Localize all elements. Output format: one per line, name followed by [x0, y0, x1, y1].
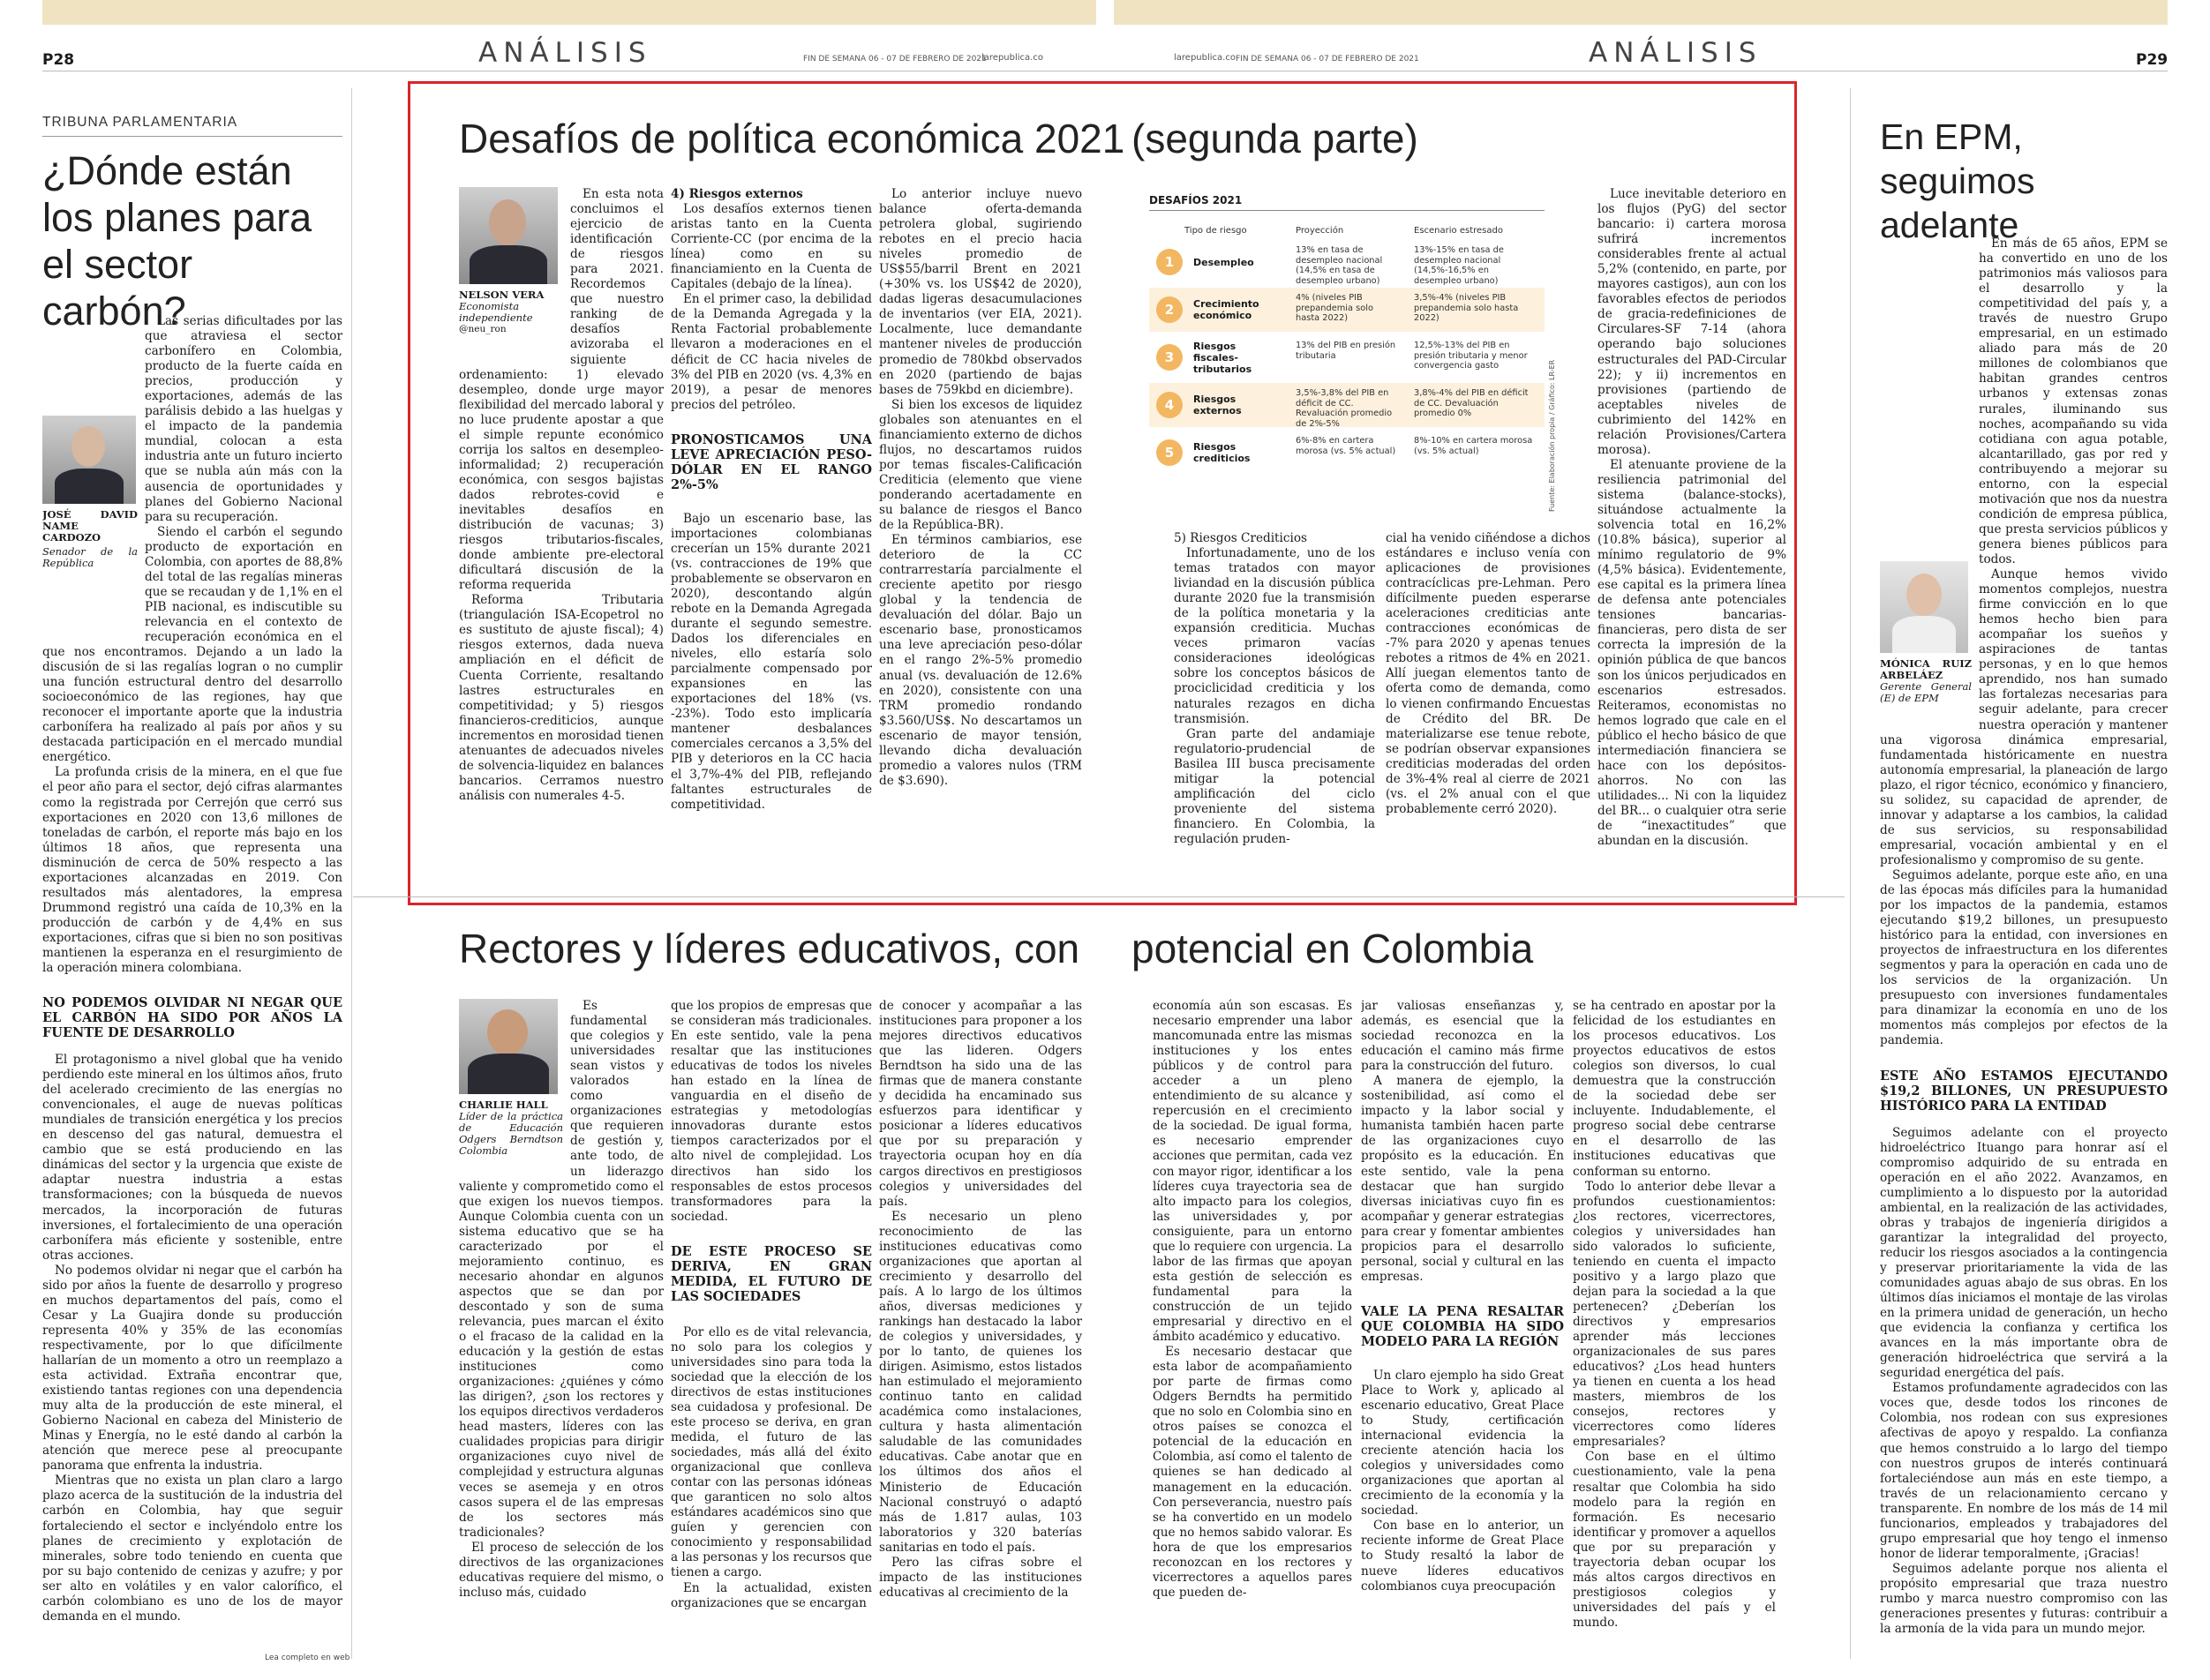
paragraph: En la actualidad, existen organizaciones que se encargan: [671, 1580, 872, 1610]
paragraph: Seguimos adelante con el proyecto hidroeléctrico Ituango para honrar así el compromiso adquirido de su entrada en operación en el año 2022. Avanzamos, en cumplimiento a lo dispuesto por la autoridad ambiental, en la realización de las actividades, obras y trabajos de ingeniería dirigidos a garantizar la integralidad del proyecto, reducir los riesgos asociados a la contingencia y preservar prioritariamente la vida de las comunidades aguas abajo de sus obras. En los últimos días iniciamos el montaje de las virolas en la primera unidad de generación, un hecho que evidencia la confianza y certifica los avances en la más importante obra de generación hidroeléctrica que servirá a la seguridad energética del país.: [1880, 1125, 2168, 1381]
paragraph: Con base en lo anterior, un reciente informe de Great Place to Study resaltó la labor de nueve líderes educativos colombianos cuya preocupación: [1361, 1519, 1564, 1594]
bottom-col-1: [459, 999, 664, 1654]
paragraph: Lo anterior incluye nuevo balance oferta-demanda petrolera global, sugiriendo rebotes en el precio hacia niveles promedio de US$55/barril Brent en 2021 (+30% vs. los US$42 de 2020), dadas ligeras desacumulaciones de inventarios (ver EIA, 2021). Localmente, luce demandante mantener niveles de producción promedio de 780kbd observados en 2020 (partiendo de bajas bases de 759kbd en diciembre).: [879, 187, 1082, 397]
row-stress: 13%-15% en tasa de desempleo nacional (14,5%-16,5% en desempleo urbano): [1414, 245, 1504, 286]
author-role: Economista independiente: [459, 300, 533, 324]
column-divider: [351, 88, 352, 1659]
paragraph: En más de 65 años, EPM se ha convertido en uno de los patrimonios más valiosos para el desarrollo y la competitividad del país y, a través de nuestro Grupo empresarial, en un estimado aliado para más de 20 millones de colombianos que habitan grandes centros urbanos y extensas zonas rurales, iluminando sus noches, acompañando su vida cotidiana con agua potable, alcantarillado, gas por red y contribuyendo a mejorar su entorno, con la especial motivación que nos da nuestra condición de empresa pública, que presta servicios públicos y genera bienes públicos para todos.: [1979, 236, 2168, 566]
paragraph: Infortunadamente, uno de los temas tratados con mayor liviandad en la discusión pública durante 2020 fue la transmisión de la política monetaria y la expansión crediticia. Muchas veces primaron vacías consideraciones ideológicas sobre los conceptos básicos de prociclicidad crediticia y los naturales rezagos en dicha transmisión.: [1174, 546, 1375, 726]
paragraph: Todo lo anterior debe llevar a profundos cuestionamientos: ¿los rectores, vicerrectores, colegios y universidades han sido valorados lo suficiente, teniendo en cuenta el impacto positivo y a largo plazo que dejan para la sociedad a la que pertenecen? ¿Deberían los directivos y empresarios aprender más lecciones organizacionales de sus pares educativos? ¿Los head hunters ya tienen en cuenta a los head masters, miembros de los consejos, rectores y vicerrectores como líderes empresariales?: [1573, 1179, 1776, 1450]
row-number: 3: [1156, 344, 1183, 371]
left-article: [42, 115, 342, 334]
paragraph: Bajo un escenario base, las importaciones colombianas crecerían un 15% durante 2021 (vs. contracciones de 19% que probablemente se observaron en 2020), descontando algún rebote en la Demanda Agregada durante el segundo semestre. Dados los diferenciales en niveles, ello estaría solo parcialmente compensado por expansiones en las exportaciones del 18% (vs. -23%). Todo esto implicaría mantener desbalances comerciales cercanos a 3,5% del PIB y deterioros en la CC hacia el 3,7%-4% del PIB, reflejando faltantes estructurales de competitividad.: [671, 511, 872, 812]
paragraph: Es fundamental que colegios y universidades sean vistos y valorados como organizaciones que requieren de gestión y, ante todo, de un liderazgo valiente y comprometido como el que exigen los nuevos tiempos. Aunque Colombia cuenta con un sistema educativo que se ha caracterizado por el mejoramiento continuo, es necesario ahondar en algunos aspectos que se dan por descontado y son de suma relevancia, pues marcan el éxito o el fracaso de la calidad en la educación y la gestión de estas instituciones como organizaciones: ¿quiénes y cómo las dirigen?, ¿son los rectores y los equipos directivos verdaderos head masters, líderes con las cualidades propicias para dirigir organizaciones cuyo nivel de complejidad y estructura algunas veces se asemeja y en otros casos supera el de las empresas de los sectores más tradicionales?: [459, 999, 664, 1540]
author-role: Gerente General (E) de EPM: [1880, 680, 1972, 704]
author-photo: [1880, 561, 1968, 653]
author-photo: [459, 999, 558, 1094]
row-name: Riesgos fiscales-tributarios: [1193, 340, 1252, 375]
paragraph: Es necesario un pleno reconocimiento de las instituciones educativas como organizaciones que aportan al crecimiento y desarrollo del país. A lo largo de los últimos años, diversas mediciones y rankings han destacado la labor de colegios y universidades, y por lo tanto, de quienes los dirigen. Asimismo, estos listados han estimulado el mejoramiento continuo tanto en calidad académica como instalaciones, cultura y hasta alimentación saludable de las comunidades educativas. Cabe anotar que en los últimos dos años el Ministerio de Educación Nacional construyó o adaptó más de 1.817 aulas, 103 laboratorios y 320 baterías sanitarias en todo el país.: [879, 1209, 1082, 1555]
row-projection: 13% del PIB en presión tributaria: [1296, 341, 1396, 361]
subheading: NO PODEMOS OLVIDAR NI NEGAR QUE EL CARBÓN HA SIDO POR AÑOS LA FUENTE DE DESARROLLO: [42, 995, 342, 1041]
table-title: DESAFÍOS 2021: [1149, 194, 1243, 206]
main-col-1: [459, 187, 664, 858]
paragraph: Siendo el carbón el segundo producto de exportación en Colombia, con aportes de 88,8% del total de las regalías mineras que se recaudan y de 1,1% en el PIB nacional, es indiscutible su relevancia en el contexto de recuperación económica en el que nos encontramos. Dejando a un lado la discusión de si las regalías logran o no cumplir una función estructural dentro del desarrollo socioeconómico de las regiones, hay que reconocer el importante aporte que la industria carbonífera ha realizado al país por años y su destacada participación en el mercado mundial energético.: [42, 524, 342, 765]
table-header: Proyección: [1296, 226, 1344, 236]
top-band: [42, 0, 2168, 25]
row-number: 2: [1156, 296, 1183, 323]
article-title-continued: potencial en Colombia: [1131, 926, 1534, 971]
author-name: CHARLIE HALL: [459, 1099, 548, 1111]
row-name: Crecimiento económico: [1193, 298, 1259, 321]
author-box: [42, 416, 138, 634]
paragraph: Un claro ejemplo ha sido Great Place to Work y, aplicado al escenario educativo, Great Place to Study, certificación internacional evidencia la creciente atención hacia los colegios y universidades como organizaciones que aportan al crecimiento de la economía y la sociedad.: [1361, 1368, 1564, 1519]
main-col-6: [1597, 187, 1786, 884]
table-source: [1548, 198, 1560, 515]
bottom-col-6: [1573, 999, 1776, 1654]
paragraph: Seguimos adelante, porque este año, en una de las épocas más difíciles para la humanidad por los impactos de la pandemia, estamos ejecutando $19,2 billones, un presupuesto histórico para la entidad, con inversiones en proyectos de infraestructura en los diferentes segmentos y para la operación en cada uno de los servicios de la organización. Un presupuesto con inversiones fundamentales para dinamizar la economía en uno de los momentos más complejos por efectos de la pandemia.: [1880, 867, 2168, 1048]
paragraph: En esta nota concluimos el ejercicio de identificación de riesgos para 2021. Recordemos que nuestro ranking de desafíos avizoraba el siguiente ordenamiento: 1) elevado desempleo, donde urge mayor flexibilidad del mercado laboral y no luce prudente apostar a que el simple repunte económico corrija los saltos en desempleo-informalidad; 2) recuperación económica, con sesgos bajistas dados rebrotes-covid e inevitables desafíos en distribución de vacunas; 3) riesgos tributarios-fiscales, donde ambiente pre-electoral dificultará discusión de la reforma requerida: [459, 187, 664, 593]
section-heading: 4) Riesgos externos: [671, 187, 803, 201]
row-number: 4: [1156, 392, 1183, 418]
main-col-4: [1174, 531, 1375, 881]
row-projection: 3,5%-3,8% del PIB en déficit de CC. Revaluación promedio de 2%-5%: [1296, 388, 1393, 429]
paragraph: Por ello es de vital relevancia, no solo para los colegios y universidades sino para toda la sociedad que la elección de los directivos de estas instituciones sea cuidadosa y profesional. De este proceso se deriva, en gran medida, el futuro de las sociedades, más allá del éxito organizacional que conlleva contar con las personas idóneas que garanticen no solo altos estándares académicos sino que guíen y gerencien con conocimiento y responsabilidad a las personas y los recursos que tienen a cargo.: [671, 1324, 872, 1580]
table-header: Escenario estresado: [1414, 226, 1503, 236]
row-name: Desempleo: [1193, 256, 1254, 268]
row-stress: 3,5%-4% (niveles PIB prepandemia solo hasta 2022): [1414, 293, 1519, 323]
paragraph: Pero las cifras sobre el impacto de las instituciones educativas al crecimiento de la: [879, 1555, 1082, 1600]
row-name: Riesgos externos: [1193, 394, 1242, 416]
right-article-body: [1880, 236, 2168, 1657]
paragraph: Estamos profundamente agradecidos con las voces que, desde todos los rincones de Colombia, nos rodean con sus expresiones afectivas de apoyo y respaldo. La confianza que hemos construido a lo largo del tiempo con nuestros grupos de interés continuará fortaleciéndose aun más en este tiempo, a través de un relacionamiento cercano y transparente. En nombre de los más de 14 mil funcionarios, empleados y trabajadores del grupo empresarial que hoy tengo el inmenso honor de liderar temporalmente, ¡Gracias!: [1880, 1381, 2168, 1561]
table-source-text: Fuente: Elaboración propia / Gráfico: LR-ER: [1548, 359, 1556, 512]
paragraph: En términos cambiarios, ese deterioro de la CC contrarrestaría parcialmente el creciente apetito por riesgo global y la tendencia de devaluación del dólar. Bajo un escenario base, pronosticamos una leve apreciación peso-dólar en el rango 2%-5% promedio anual (vs. devaluación de 12.6% en 2020), consistente con una TRM promedio rondando $3.560/US$. No descartamos un escenario de mayor tensión, llevando dicha devaluación promedio a valores nulos (TRM de $3.690).: [879, 533, 1082, 788]
paragraph: Mientras que no exista un plan claro a largo plazo acerca de la sustitución de la industria del carbón en Colombia, hay que seguir fortaleciendo el sector e inclyéndolo entre los planes de crecimiento y explotación de minerales, sobre todo teniendo en cuenta que por su bajo contenido de cenizas y azufre; y por ser alto en volátiles y en valor calorífico, el carbón colombiano es uno de los de mayor demanda en el mundo.: [42, 1474, 342, 1624]
row-name: Riesgos crediticios: [1193, 441, 1251, 464]
main-col-5: [1386, 531, 1590, 881]
author-box: [459, 999, 563, 1172]
subheading: ESTE AÑO ESTAMOS EJECUTANDO $19,2 BILLONES, UN PRESUPUESTO HISTÓRICO PARA LA ENTIDAD: [1880, 1068, 2168, 1114]
author-name: NELSON VERA: [459, 289, 545, 301]
paragraph: A manera de ejemplo, la sostenibilidad, así como el impacto y la labor social y humanista también hacen parte de las organizaciones cuyo propósito es la educación. En este sentido, vale la pena destacar que han surgido diversas iniciativas cuyo fin es acompañar y generar estrategias para crear y fomentar ambientes propicios para el desarrollo personal, social y cultural en las empresas.: [1361, 1074, 1564, 1284]
table-row: [1149, 240, 1545, 284]
date-right: FIN DE SEMANA 06 - 07 DE FEBRERO DE 2021: [1236, 55, 1419, 64]
bottom-col-3: [879, 999, 1082, 1654]
author-role: Senador de la República: [42, 545, 138, 569]
site-left[interactable]: larepublica.co: [981, 53, 1043, 63]
paragraph: jar valiosas enseñanzas y, además, es esencial que la sociedad reconozca en la educación el camino más firme para la construcción del futuro.: [1361, 999, 1564, 1074]
read-more-link[interactable]: Lea completo en web: [265, 1654, 350, 1662]
paragraph: de conocer y acompañar a las instituciones para proponer a los mejores directivos educativos que las lideren. Odgers Berndtson ha sido una de las firmas que de manera constante y decidida ha encaminado sus esfuerzos para identificar y posicionar a líderes educativos que por su preparación y trayectoria ocupan hoy en día cargos directivos en prestigiosos colegios y universidades del país.: [879, 999, 1082, 1209]
paragraph: En el primer caso, la debilidad de la Demanda Agregada y la Renta Factorial probablemente llevaron a moderaciones en el déficit de CC hacia niveles de 3% del PIB en 2020 (vs. 4,3% en 2019), a pesar de menores precios del petróleo.: [671, 292, 872, 412]
paragraph: La profunda crisis de la minera, en el que fue el peor año para el sector, dejó cifras alarmantes como la registrada por Cerrejón que cerró sus exportaciones en 2020 con 13,6 millones de toneladas de carbón, el reporte más bajo en los últimos 18 años, que representa una disminución de cerca de 50% respecto a las exportaciones alcanzadas en 2019. Con resultados más alentadores, la empresa Drummond registró una caída de 10,3% en la producción de carbón y de 4,4% en sus exportaciones, cifras que si bien no son positivas mantienen la esperanza en el resurgimiento de la operación minera colombiana.: [42, 765, 342, 976]
article-title: Desafíos de política económica 2021: [459, 116, 1125, 161]
table-header: Tipo de riesgo: [1184, 226, 1247, 236]
author-handle[interactable]: @neu_ron: [459, 324, 507, 334]
row-projection: 6%-8% en cartera morosa (vs. 5% actual): [1296, 436, 1396, 456]
article-title: Rectores y líderes educativos, con: [459, 926, 1080, 971]
paragraph: Gran parte del andamiaje regulatorio-prudencial de Basilea III busca precisamente mitigar la potencial amplificación del ciclo proveniente del sistema financiero. En Colombia, la regulación pruden-: [1174, 726, 1375, 846]
page-number-left: P28: [42, 51, 75, 69]
author-name: MÓNICA RUIZ ARBELÁEZ: [1880, 657, 1972, 681]
table-row: [1149, 383, 1545, 427]
article-title: ¿Dónde están los planes para el sector carbón?: [42, 148, 312, 334]
column-divider: [1850, 88, 1851, 1659]
paragraph: se ha centrado en apostar por la felicidad de los estudiantes en los procesos educativos. Los proyectos educativos de estos colegios son diversos, lo cual demuestra que la construcción de la sociedad debe ser incluyente. Indudablemente, el progreso social debe centrarse en el desarrollo de las instituciones educativas que conforman su entorno.: [1573, 999, 1776, 1179]
section-heading: 5) Riesgos Crediticios: [1174, 531, 1307, 545]
paragraph: cial ha venido ciñéndose a dichos estándares e incluso venía con aplicaciones de provisiones contracíclicas pre-Lehman. Pero difícilmente pueden esperarse aceleraciones crediticias ante contracciones económicas de -7% para 2020 y apenas tenues rebotes a ritmos de 4% en 2021. Allí juegan elementos tanto de oferta como de demanda, como lo vienen confirmando Encuestas de Crédito del BR. De materializarse ese tenue rebote, se podrían observar expansiones crediticias moderadas del orden de 3%-4% real al cierre de 2021 (vs. el 2% anual con el que probablemente cerró 2020).: [1386, 531, 1590, 816]
paragraph: Aunque hemos vivido momentos complejos, nuestra firme convicción en lo que hemos hecho bien para acompañar los sueños y aspiraciones de tantas personas, y en lo que hemos aprendido, nos han sumado las fortalezas necesarias para seguir adelante, para crecer nuestra operación y mantener una vigorosa dinámica empresarial, fundamentada históricamente en nuestra autonomía empresarial, la planeación de largo plazo, el rigor técnico, económico y financiero, su solidez, su capacidad de aprender, de innovar y adaptarse a los cambios, la calidad de sus servicios, su responsabilidad empresarial, vocación ambiental y en el profesionalismo y compromiso de su gente.: [1880, 567, 2168, 867]
site-right[interactable]: larepublica.co: [1174, 53, 1236, 63]
author-box: [1880, 561, 1972, 725]
main-col-2: [671, 187, 872, 875]
section-label-right: ANÁLISIS: [1589, 37, 1763, 69]
paragraph: El proceso de selección de los directivos de las organizaciones educativas requiere del mismo, o incluso más, cuidado: [459, 1540, 664, 1600]
paragraph: El protagonismo a nivel global que ha venido perdiendo este mineral en los últimos años, fruto del acelerado crecimiento de las energías no convencionales, el auge de nuevas políticas mundiales de transición energética y los precios en descenso del gas natural, demuestra el cambio que se está produciendo en las dinámicas del sector y la urgencia que existe de adaptar nuestra industria a estas transformaciones; con la búsqueda de nuevos mercados, la incorporación de futuras inversiones, el fortalecimiento de una operación carbonífera más eficiente y sostenible, entre otras acciones.: [42, 1053, 342, 1263]
table-row: [1149, 431, 1545, 475]
bottom-col-4: [1153, 999, 1352, 1654]
article-kicker: TRIBUNA PARLAMENTARIA: [42, 115, 238, 130]
row-number: 1: [1156, 249, 1183, 275]
main-col-3: [879, 187, 1082, 875]
table-row: [1149, 288, 1545, 332]
row-stress: 8%-10% en cartera morosa (vs. 5% actual): [1414, 436, 1533, 456]
risk-table: [1149, 194, 1545, 512]
article-title: En EPM, seguimos adelante: [1880, 116, 2035, 245]
author-role: Líder de la práctica de Educación Odgers Berndtson Colombia: [459, 1110, 563, 1157]
row-number: 5: [1156, 439, 1183, 466]
row-projection: 4% (niveles PIB prepandemia solo hasta 2022): [1296, 293, 1373, 323]
paragraph: Con base en el último cuestionamiento, vale la pena resaltar que Colombia ha sido modelo para la región en formación. Es necesario identificar y promover a aquellos que por su preparación y trayectoria deban ocupar los más altos cargos directivos en prestigiosos colegios y universidades del país y el mundo.: [1573, 1450, 1776, 1630]
paragraph: No podemos olvidar ni negar que el carbón ha sido por años la fuente de desarrollo y progreso en muchos departamentos del país, como el Cesar y La Guajira donde su producción representa 40% y 35% de las economías respectivamente, por lo que difícilmente hallarían de un momento a otro un reemplazo a esta actividad. Extraña encontrar que, existiendo tantas regiones con una dependencia muy alta de la producción de este mineral, el Gobierno Nacional en cabeza del Ministerio de Minas y Energía, no le esté dando al carbón la atención que merece pese al preocupante panorama que enfrenta la industria.: [42, 1263, 342, 1474]
page-number-right: P29: [2136, 51, 2169, 69]
paragraph: economía aún son escasas. Es necesario emprender una labor mancomunada entre las mismas instituciones y los entes públicos y de control para acceder a un pleno entendimiento de su alcance y repercusión en el crecimiento de la sociedad. De igual forma, es necesario emprender acciones que permitan, cada vez con mayor rigor, identificar a los líderes cuya trayectoria sea de alto impacto para los colegios, las universidades y, por consiguiente, para un entorno que lo requiere con urgencia. La labor de las firmas que apoyan esta gestión de selección es fundamental para la construcción de un tejido empresarial y directivo en el ámbito académico y educativo.: [1153, 999, 1352, 1345]
paragraph: Reforma Tributaria (triangulación ISA-Ecopetrol no es sustituto de ajuste fiscal); 4) riesgos externos, dada nueva ampliación en el déficit de Cuenta Corriente, resaltando lastres estructurales en competitividad; y 5) riesgos financieros-crediticios, aunque incrementos en morosidad tienen atenuantes de adecuados niveles de solvencia-liquidez en balances bancarios. Cerramos nuestro análisis con numerales 4-5.: [459, 593, 664, 803]
row-stress: 12,5%-13% del PIB en presión tributaria y menor convergencia gasto: [1414, 341, 1528, 371]
paragraph: Es necesario destacar que esta labor de acompañamiento por parte de firmas como Odgers Berndts ha permitido que no solo en Colombia sino en otros países se conozca el potencial de la educación en Colombia, así como el talento de quienes se han dedicado al management en la educación. Con perseverancia, nuestro país se ha convertido en un modelo que no hemos sabido valorar. Es hora de que los empresarios reconozcan en los rectores y vicerrectores a aquellos pares que pueden de-: [1153, 1345, 1352, 1600]
author-box: [459, 187, 563, 355]
section-label-left: ANÁLISIS: [478, 37, 652, 69]
table-row: [1149, 335, 1545, 379]
paragraph: Las serias dificultades por las que atraviesa el sector carbonífero en Colombia, producto de la fuerte caída en precios, producción y exportaciones, además de las parálisis debido a las huelgas y el impacto de la pandemia mundial, colocan a esta industria ante un futuro incierto que se nubla aún más con la ausencia de oportunidades y planes del Gobierno Nacional para su recuperación.: [145, 314, 342, 524]
left-article-body: [42, 314, 342, 1652]
subheading: PRONOSTICAMOS UNA LEVE APRECIACIÓN PESO-DÓLAR EN EL RANGO 2%-5%: [671, 431, 872, 492]
paragraph: Si bien los excesos de liquidez globales son atenuantes en el financiamiento externo de dichos flujos, no descartamos ruidos por temas fiscales-Calificación Crediticia (elemento que viene ponderando acertadamente en su balance de riesgos el Banco de la República-BR).: [879, 397, 1082, 533]
bottom-col-5: [1361, 999, 1564, 1654]
author-photo: [42, 416, 136, 504]
article-divider: [353, 896, 1845, 897]
author-photo: [459, 187, 558, 284]
paragraph: Los desafíos externos tienen aristas tanto en la Cuenta Corriente-CC (por encima de la línea) como en su financiamiento en la Cuenta de Capitales (debajo de la línea).: [671, 202, 872, 292]
date-left: FIN DE SEMANA 06 - 07 DE FEBRERO DE 2021: [803, 55, 987, 64]
row-projection: 13% en tasa de desempleo nacional (14,5% en tasa de desempleo urbano): [1296, 245, 1383, 286]
paragraph: que los propios de empresas que se consideran más tradicionales. En este sentido, vale la pena resaltar que las instituciones educativas de todos los niveles han estado en la línea de vanguardia en el diseño de estrategias y metodologías innovadoras durante estos tiempos caracterizados por el alto nivel de complejidad. Los directivos han sido los responsables de estos procesos transformadores para la sociedad.: [671, 999, 872, 1224]
paragraph: El atenuante proviene de la resiliencia patrimonial del sistema (balance-stocks), situándose actualmente la solvencia total en 16,2% (10.8% básica), superior al mínimo regulatorio de 9% (4,5% básica). Evidentemente, ese capital es la primera línea de defensa ante potenciales tensiones bancarias-financieras, pero dista de ser correcta la impresión de la opinión pública de que bancos son los únicos perjudicados en escenarios estresados. Reiteramos, economistas no hemos logrado que cale en el público el hecho básico de que intermediación financiera se hace con los depósitos-ahorros. No con las utilidades... Ni con la liquidez del BR... o cualquier otra serie de “inexactitudes” que abundan en la discusión.: [1597, 457, 1786, 849]
subheading: VALE LA PENA RESALTAR QUE COLOMBIA HA SIDO MODELO PARA LA REGIÓN: [1361, 1303, 1564, 1349]
bottom-col-2: [671, 999, 872, 1654]
paragraph: Seguimos adelante porque nos alienta el propósito empresarial que traza nuestro rumbo y marca nuestro compromiso con las generaciones presentes y futuras: contribuir a la armonía de la vida para un mundo mejor.: [1880, 1561, 2168, 1637]
paragraph: Luce inevitable deterioro en los flujos (PyG) del sector bancario: i) cartera morosa sufrirá incrementos considerables frente al actual 5,2% (contenido, en parte, por mayores castigos), aun con los favorables efectos de periodos de gracia-redefiniciones de Circulares-SF 7-14 (ahora operando bajo soluciones estructurales del PAD-Circular 22); y ii) incrementos en provisiones (partiendo de aceptables niveles de cubrimiento del 142% en relación Provisiones/Cartera morosa).: [1597, 187, 1786, 457]
row-stress: 3,8%-4% del PIB en déficit de CC. Devaluación promedio 0%: [1414, 388, 1529, 418]
author-name: JOSÉ DAVID NAME CARDOZO: [42, 508, 138, 544]
subheading: DE ESTE PROCESO SE DERIVA, EN GRAN MEDIDA, EL FUTURO DE LAS SOCIEDADES: [671, 1243, 872, 1304]
article-title-continued: (segunda parte): [1131, 116, 1418, 161]
